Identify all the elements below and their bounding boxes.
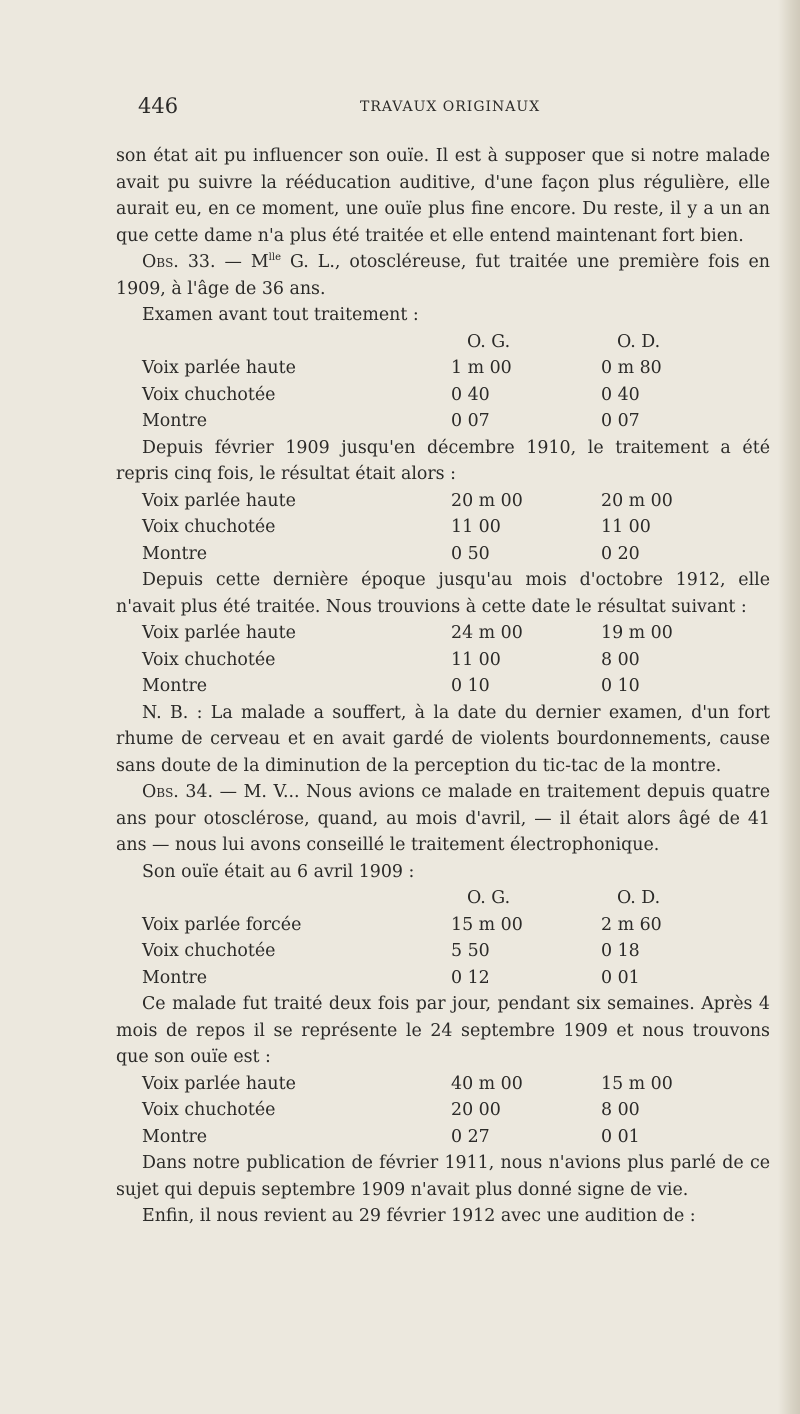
paragraph-continuation: son état ait pu influencer son ouïe. Il est à supposer que si notre malade avait pu suivre la rééducation auditive, d'une façon plus régulière, elle aurait eu, en ce moment, une ouïe plus fine encore. Du reste, il y a un an que cette dame n'a plus été traitée et elle entend maintenant fort bien. (116, 146, 770, 246)
exam-intro: Examen avant tout traitement : (142, 305, 419, 325)
table-row: Voix chuchotée 11 00 11 00 (142, 517, 651, 537)
table-row: Montre 0 12 0 01 (142, 967, 640, 988)
page-edge-shadow (778, 0, 800, 1414)
table-row: Voix parlée haute 40 m 00 15 m 00 (142, 1073, 673, 1094)
page-body (116, 143, 770, 1230)
table-row: Voix chuchotée 11 00 8 00 (142, 649, 640, 670)
hearing-table-2 (116, 488, 770, 568)
column-og-header: O. G. (467, 888, 511, 908)
hearing-intro: Son ouïe était au 6 avril 1909 : (142, 861, 415, 882)
table-row: Voix chuchotée 20 00 8 00 (142, 1100, 640, 1120)
table-row: Voix parlée haute 20 m 00 20 m 00 (142, 490, 673, 511)
paragraph-nota-bene: N. B. : La malade a souffert, à la date du dernier examen, d'un fort rhume de cerveau et en avait gardé de violents bourdonnements, cause sans doute de la diminution de la perception du tic-tac de la montre. (116, 702, 770, 776)
column-od-header: O. D. (617, 888, 661, 908)
table-row: Montre 0 10 0 10 (142, 676, 640, 696)
table-row: Montre 0 07 0 07 (142, 411, 640, 431)
table-row: Voix parlée forcée 15 m 00 2 m 60 (142, 914, 662, 935)
table-header-row (116, 329, 770, 356)
hearing-table-3 (116, 620, 770, 700)
hearing-table-1 (116, 329, 770, 435)
paragraph-enfin: Enfin, il nous revient au 29 février 1912 avec une audition de : (142, 1206, 696, 1226)
page-number: 446 (138, 94, 179, 118)
running-title: TRAVAUX ORIGINAUX (360, 99, 541, 115)
paragraph-publication: Dans notre publication de février 1911, nous n'avions plus parlé de ce sujet qui depuis septembre 1909 n'avait plus donné signe de vie. (116, 1153, 770, 1200)
column-og-header: O. G. (467, 331, 511, 352)
observation-34: Obs. 34. — M. V... Nous avions ce malade en traitement depuis quatre ans pour otosclérose, quand, au mois d'avril, — il était alors âgé de 41 ans — nous lui avons conseillé le traitement électrophonique. (116, 782, 770, 855)
obs-label: Obs. 34. (142, 782, 214, 802)
table-row: Montre 0 27 0 01 (142, 1126, 640, 1147)
hearing-table-5 (116, 1071, 770, 1151)
column-od-header: O. D. (617, 331, 661, 352)
table-row: Montre 0 50 0 20 (142, 543, 640, 564)
table-header-row (116, 885, 770, 912)
paragraph-depuis-2: Depuis cette dernière époque jusqu'au mois d'octobre 1912, elle n'avait plus été traitée. Nous trouvions à cette date le résultat suivant : (116, 570, 770, 617)
page-header (138, 94, 768, 124)
table-row: Voix parlée haute 1 m 00 0 m 80 (142, 358, 662, 378)
table-row: Voix parlée haute 24 m 00 19 m 00 (142, 623, 673, 643)
table-row: Voix chuchotée 5 50 0 18 (142, 941, 640, 961)
table-row: Voix chuchotée 0 40 0 40 (142, 384, 640, 405)
obs-label: Obs. 33. (142, 252, 216, 272)
observation-33: Obs. 33. — $M^{lle}$ G. L., otoscléreuse, fut traitée une première fois en 1909, à l'âge de 36 ans. (116, 252, 770, 299)
paragraph-depuis-1: Depuis février 1909 jusqu'en décembre 1910, le traitement a été repris cinq fois, le résultat était alors : (116, 437, 770, 484)
hearing-table-4 (116, 885, 770, 991)
paragraph-treatment: Ce malade fut traité deux fois par jour, pendant six semaines. Après 4 mois de repos il se représente le 24 septembre 1909 et nous trouvons que son ouïe est : (116, 994, 770, 1067)
